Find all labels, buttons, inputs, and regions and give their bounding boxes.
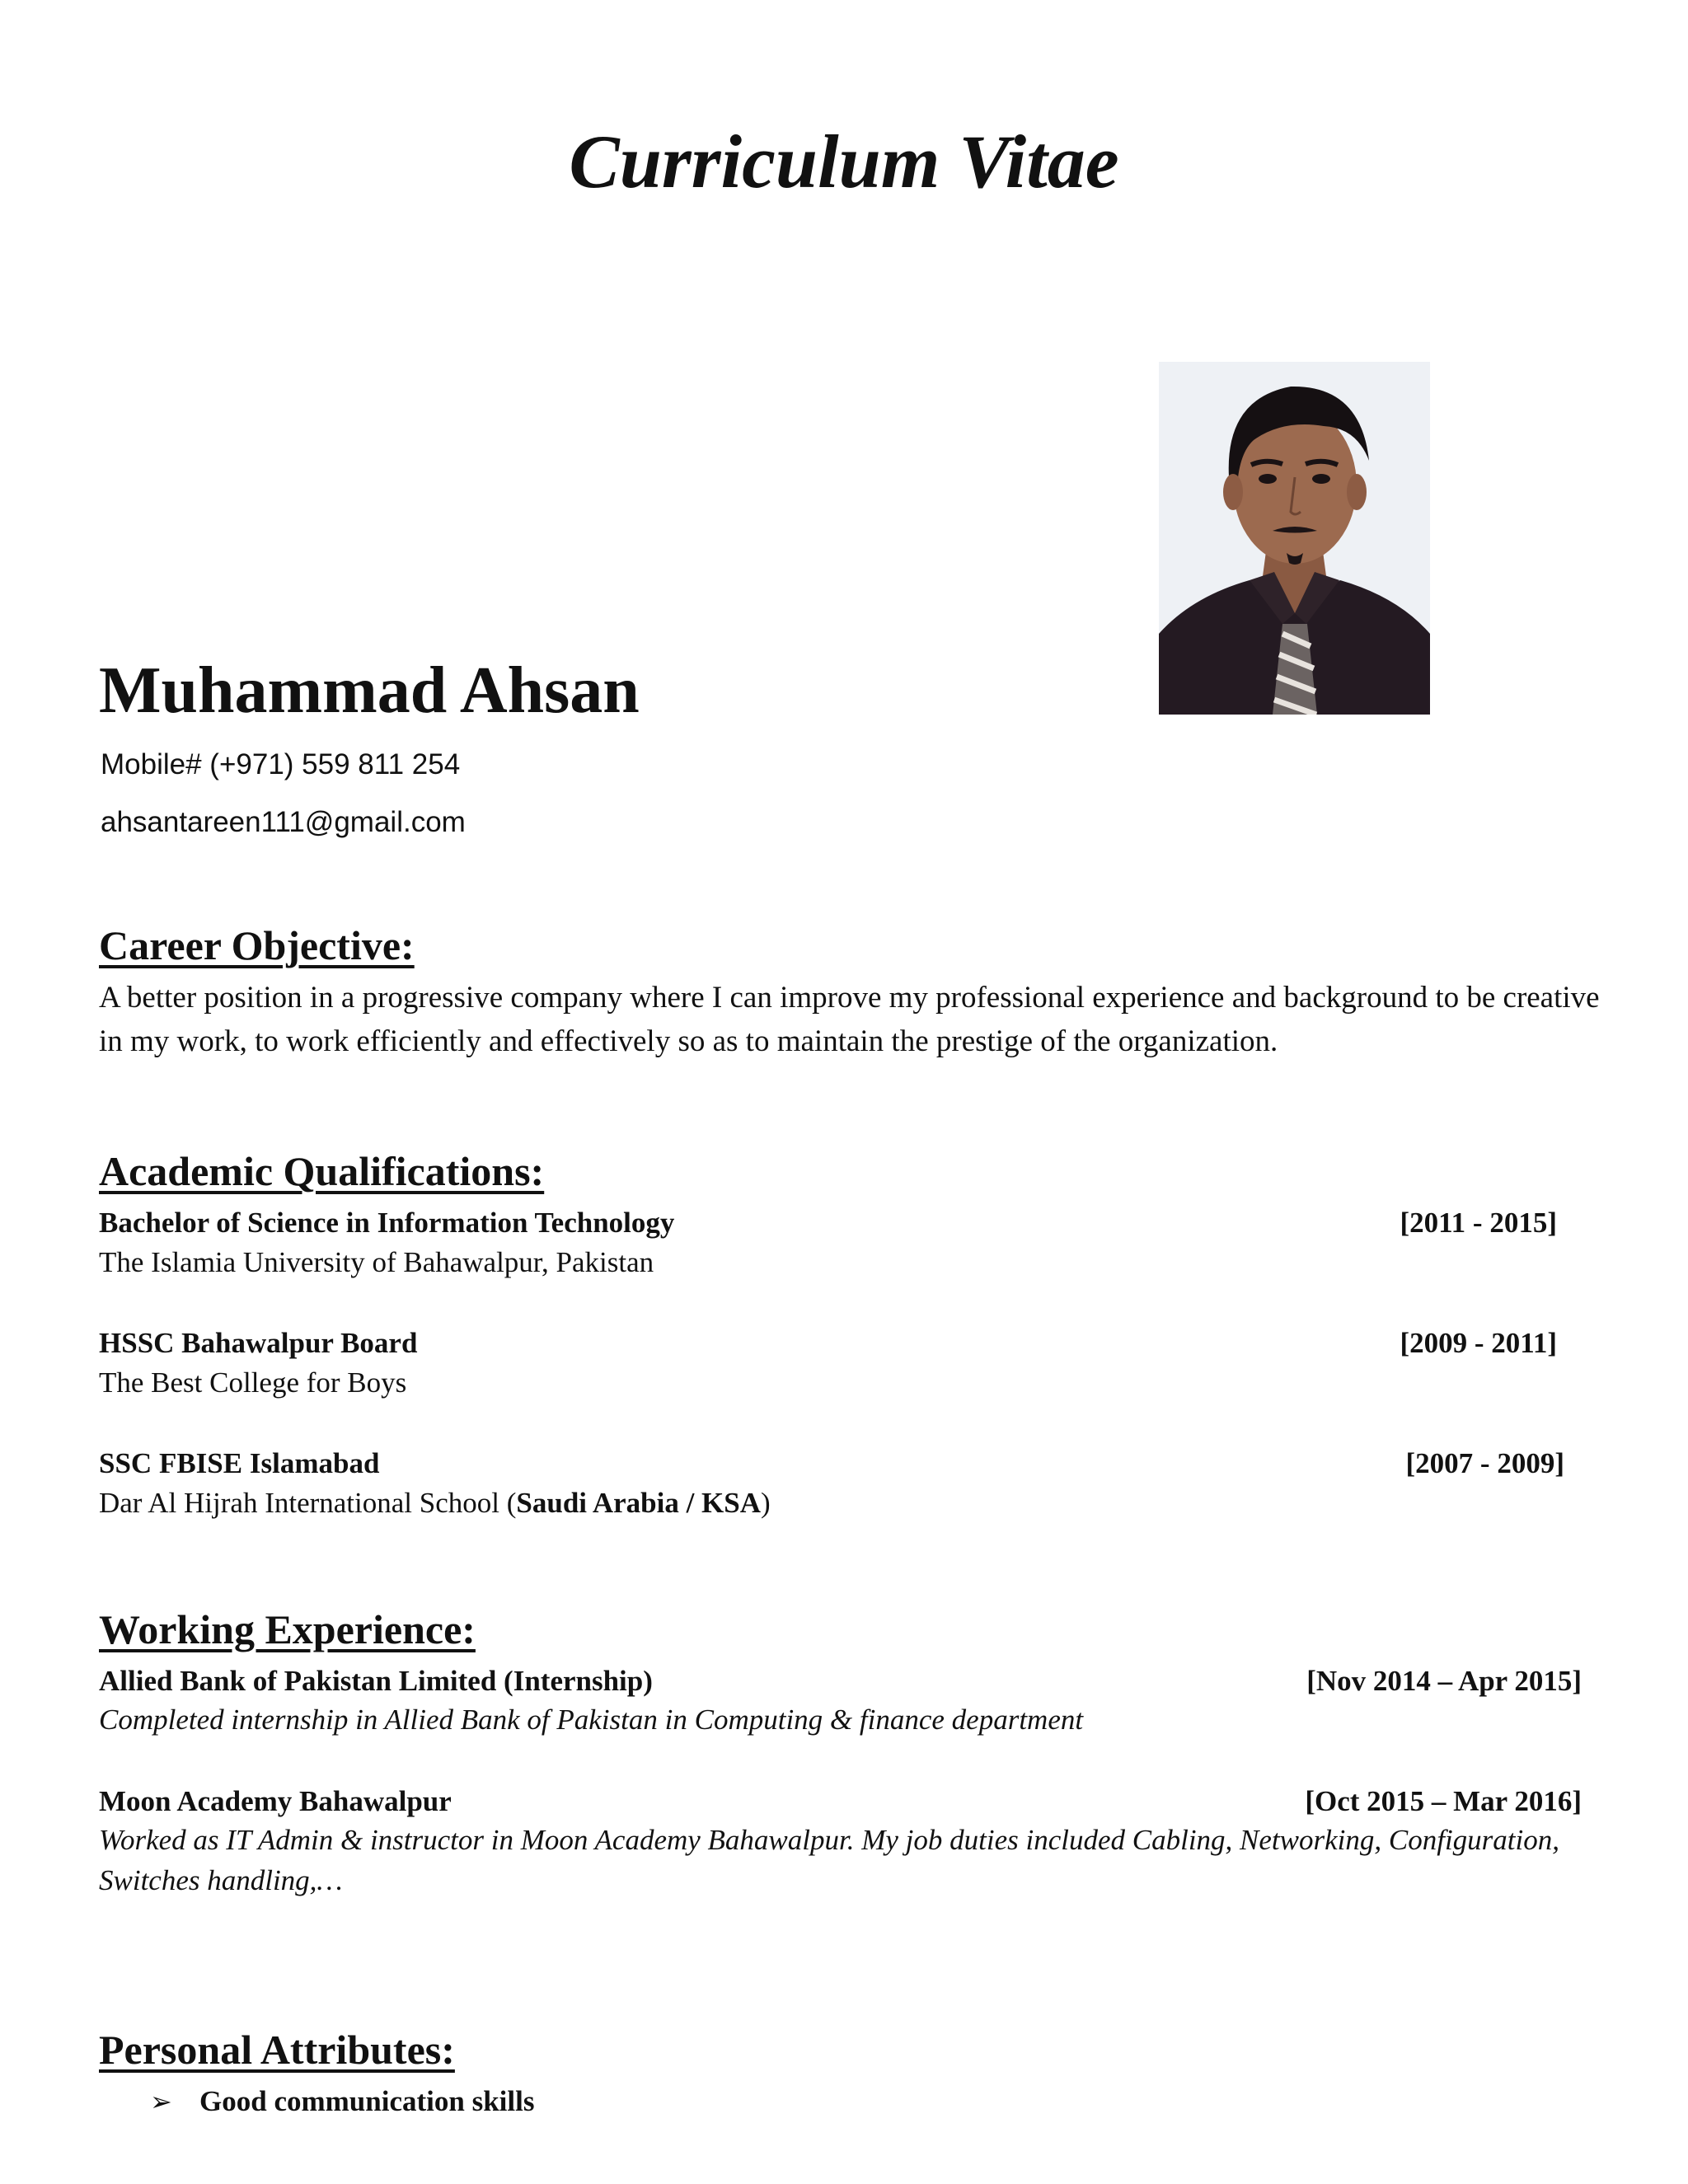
career-objective-heading: Career Objective: [99,922,415,968]
mobile-number: Mobile# (+971) 559 811 254 [101,748,461,780]
career-objective-text: A better position in a progressive company where I can improve my professional experience and background to be creative in my work, to work efficiently and effectively so as to maintain the prestige of the organization. [99,981,1600,1058]
ssc-title: SSC FBISE Islamabad [99,1447,380,1479]
experience-title: Allied Bank of Pakistan Limited (Internship) [99,1665,653,1697]
degree-dates: [2011 - 2015] [1400,1207,1557,1239]
person-portrait-icon [1159,362,1430,715]
ssc-institution-suffix: ) [761,1487,771,1519]
hssc-institution: The Best College for Boys [99,1366,407,1399]
experience-description: Completed internship in Allied Bank of Pakistan in Computing & finance department [99,1704,1084,1736]
degree-title: Bachelor of Science in Information Technology [99,1207,675,1239]
ssc-institution-prefix: Dar Al Hijrah International School ( [99,1487,517,1519]
academic-qualifications-heading: Academic Qualifications: [99,1148,545,1194]
working-experience-heading: Working Experience: [99,1606,476,1652]
experience-title: Moon Academy Bahawalpur [99,1785,452,1817]
experience-dates: [Oct 2015 – Mar 2016] [1305,1785,1582,1817]
email-address: ahsantareen111@gmail.com [101,806,466,838]
ssc-institution-country: Saudi Arabia / KSA [516,1487,762,1519]
ssc-institution [99,1488,771,1517]
candidate-name: Muhammad Ahsan [99,654,640,727]
degree-institution: The Islamia University of Bahawalpur, Pakistan [99,1246,654,1278]
experience-dates: [Nov 2014 – Apr 2015] [1306,1665,1582,1697]
ssc-dates: [2007 - 2009] [1405,1447,1564,1479]
hssc-dates: [2009 - 2011] [1400,1327,1557,1359]
arrow-bullet-icon: ➢ [150,2087,172,2116]
personal-attributes-heading: Personal Attributes: [99,2027,455,2073]
profile-photo [1159,362,1430,715]
experience-description: Worked as IT Admin & instructor in Moon Academy Bahawalpur. My job duties included Cabling, Networking, Configuration, Switches handling,… [99,1824,1559,1896]
hssc-title: HSSC Bahawalpur Board [99,1327,418,1359]
document-title: Curriculum Vitae [569,120,1119,204]
attribute-item: Good communication skills [199,2085,535,2117]
